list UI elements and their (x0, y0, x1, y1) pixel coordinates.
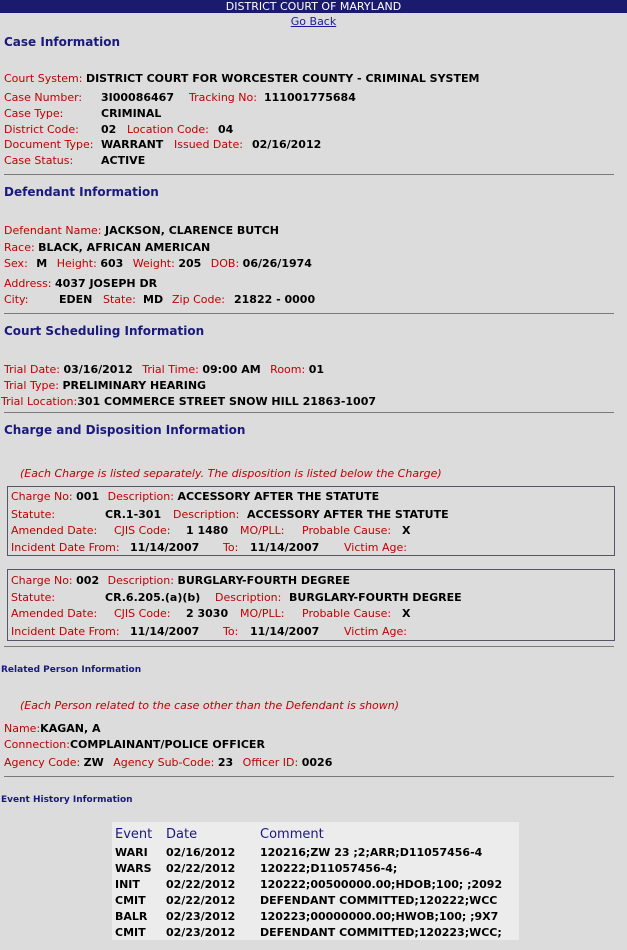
connection-row (4, 738, 265, 751)
event-history-table (112, 822, 519, 940)
incident-to-label: To: (223, 541, 239, 554)
divider (4, 776, 614, 777)
room-value: 01 (308, 363, 325, 376)
probable-cause-value: X (402, 524, 411, 537)
probable-cause-label: Probable Cause: (302, 524, 392, 537)
incident-to-value: 11/14/2007 (250, 541, 320, 554)
tracking-label: Tracking No: (189, 91, 257, 104)
statute-description-value: ACCESSORY AFTER THE STATUTE (247, 508, 449, 521)
weight-label: Weight: (132, 257, 175, 270)
event-code: WARS (115, 862, 152, 875)
table-row (112, 926, 519, 942)
event-date: 02/23/2012 (166, 926, 236, 939)
related-name-row (4, 722, 100, 735)
address-value: 4037 JOSEPH DR (55, 277, 158, 290)
divider (4, 174, 614, 175)
agency-code-value: ZW (83, 756, 104, 769)
trial-location-row (1, 395, 376, 408)
table-row (112, 846, 519, 862)
divider (4, 412, 614, 413)
charge-no-value: 001 (76, 490, 100, 503)
charge-box-1 (7, 486, 615, 556)
trial-date-row (4, 363, 324, 376)
sex-label: Sex: (4, 257, 28, 270)
incident-to-value: 11/14/2007 (250, 625, 320, 638)
room-label: Room: (270, 363, 306, 376)
event-code: BALR (115, 910, 148, 923)
comment-column-header: Comment (260, 827, 324, 842)
race-value: BLACK, AFRICAN AMERICAN (38, 241, 211, 254)
event-comment: DEFENDANT COMMITTED;120222;WCC (260, 894, 498, 907)
trial-type-value: PRELIMINARY HEARING (62, 379, 207, 392)
divider (4, 646, 614, 647)
related-person-note: (Each Person related to the case other than the Defendant is shown) (20, 699, 400, 712)
charge-box-2 (7, 569, 615, 641)
location-code-value: 04 (218, 123, 234, 136)
sex-value: M (36, 257, 48, 270)
event-comment: 120222;D11057456-4; (260, 862, 398, 875)
case-type-value: CRIMINAL (101, 107, 162, 120)
event-comment: DEFENDANT COMMITTED;120223;WCC; (260, 926, 502, 939)
scheduling-info-title: Court Scheduling Information (4, 324, 205, 338)
event-date: 02/22/2012 (166, 862, 236, 875)
victim-age-label: Victim Age: (344, 541, 407, 554)
district-code-value: 02 (101, 123, 117, 136)
event-date: 02/16/2012 (166, 846, 236, 859)
dob-label: DOB: (210, 257, 240, 270)
trial-date-value: 03/16/2012 (63, 363, 133, 376)
defendant-name-value: JACKSON, CLARENCE BUTCH (105, 224, 280, 237)
charge-description-value: ACCESSORY AFTER THE STATUTE (177, 490, 380, 503)
charges-info-title: Charge and Disposition Information (4, 423, 246, 437)
connection-label: Connection: (4, 738, 70, 751)
cjis-code-value: 2 3030 (186, 607, 229, 620)
incident-from-value: 11/14/2007 (130, 541, 200, 554)
charge-description-label: Description: (107, 574, 174, 587)
case-type-label: Case Type: (4, 107, 64, 120)
defendant-name-row (4, 224, 279, 237)
state-label: State: (103, 293, 136, 306)
page-title: DISTRICT COURT OF MARYLAND (225, 0, 402, 13)
victim-age-label: Victim Age: (344, 625, 407, 638)
event-column-header: Event (115, 827, 153, 842)
event-code: INIT (115, 878, 140, 891)
city-label: City: (4, 293, 29, 306)
agency-row (4, 756, 332, 769)
event-code: CMIT (115, 894, 146, 907)
mo-pll-label: MO/PLL: (240, 524, 285, 537)
statute-description-label: Description: (215, 591, 282, 604)
statute-value: CR.1-301 (105, 508, 162, 521)
charges-note: (Each Charge is listed separately. The disposition is listed below the Charge) (20, 467, 442, 480)
divider (4, 313, 614, 314)
zip-label: Zip Code: (172, 293, 225, 306)
probable-cause-label: Probable Cause: (302, 607, 392, 620)
go-back-link[interactable]: Go Back (290, 15, 337, 28)
agency-subcode-label: Agency Sub-Code: (113, 756, 215, 769)
event-comment: 120222;00500000.00;HDOB;100; ;2092 (260, 878, 503, 891)
charge-no-label: Charge No: (11, 490, 73, 503)
location-code-label: Location Code: (127, 123, 209, 136)
case-number-value: 3I00086467 (101, 91, 174, 104)
table-row (112, 862, 519, 878)
event-code: WARI (115, 846, 148, 859)
height-label: Height: (56, 257, 97, 270)
related-name-value: KAGAN, A (40, 722, 101, 735)
district-code-label: District Code: (4, 123, 79, 136)
table-row (112, 878, 519, 894)
statute-description-value: BURGLARY-FOURTH DEGREE (289, 591, 462, 604)
tracking-value: 111001775684 (264, 91, 356, 104)
document-type-label: Document Type: (4, 138, 94, 151)
agency-code-label: Agency Code: (4, 756, 81, 769)
trial-time-label: Trial Time: (142, 363, 199, 376)
charge-description-value: BURGLARY-FOURTH DEGREE (177, 574, 351, 587)
probable-cause-value: X (402, 607, 411, 620)
zip-value: 21822 - 0000 (234, 293, 316, 306)
event-code: CMIT (115, 926, 146, 939)
table-row (112, 894, 519, 910)
date-column-header: Date (166, 827, 198, 842)
defendant-info-title: Defendant Information (4, 185, 159, 199)
case-status-value: ACTIVE (101, 154, 146, 167)
court-system-label: Court System: (4, 72, 83, 85)
agency-subcode-value: 23 (217, 756, 234, 769)
trial-type-row (4, 379, 206, 392)
charge-description-label: Description: (107, 490, 174, 503)
physical-row (4, 257, 312, 270)
charge-no-label: Charge No: (11, 574, 73, 587)
officer-id-label: Officer ID: (242, 756, 299, 769)
address-row (4, 277, 157, 290)
case-number-label: Case Number: (4, 91, 83, 104)
cjis-code-value: 1 1480 (186, 524, 229, 537)
trial-location-label: Trial Location: (1, 395, 78, 408)
charge-no-value: 002 (76, 574, 100, 587)
race-label: Race: (4, 241, 35, 254)
event-date: 02/22/2012 (166, 878, 236, 891)
statute-label: Statute: (11, 508, 56, 521)
incident-from-label: Incident Date From: (11, 541, 120, 554)
event-history-title: Event History Information (1, 795, 133, 805)
statute-label: Statute: (11, 591, 56, 604)
cjis-code-label: CJIS Code: (114, 524, 171, 537)
amended-date-label: Amended Date: (11, 524, 98, 537)
address-label: Address: (4, 277, 52, 290)
event-comment: 120216;ZW 23 ;2;ARR;D11057456-4 (260, 846, 483, 859)
race-row (4, 241, 210, 254)
defendant-name-label: Defendant Name: (4, 224, 102, 237)
cjis-code-label: CJIS Code: (114, 607, 171, 620)
trial-location-value: 301 COMMERCE STREET SNOW HILL 21863-1007 (77, 395, 377, 408)
page-header (0, 0, 627, 13)
statute-description-label: Description: (173, 508, 240, 521)
weight-value: 205 (178, 257, 202, 270)
event-date: 02/22/2012 (166, 894, 236, 907)
document-type-value: WARRANT (101, 138, 164, 151)
event-comment: 120223;00000000.00;HWOB;100; ;9X7 (260, 910, 499, 923)
case-status-label: Case Status: (4, 154, 74, 167)
case-info-title: Case Information (4, 35, 120, 49)
officer-id-value: 0026 (301, 756, 333, 769)
dob-value: 06/26/1974 (242, 257, 312, 270)
amended-date-label: Amended Date: (11, 607, 98, 620)
statute-value: CR.6.205.(a)(b) (105, 591, 201, 604)
court-system-value: DISTRICT COURT FOR WORCESTER COUNTY - CRIMINAL SYSTEM (85, 72, 480, 85)
table-row (112, 910, 519, 926)
issued-date-value: 02/16/2012 (252, 138, 322, 151)
incident-from-label: Incident Date From: (11, 625, 120, 638)
connection-value: COMPLAINANT/POLICE OFFICER (69, 738, 265, 751)
mo-pll-label: MO/PLL: (240, 607, 285, 620)
trial-type-label: Trial Type: (4, 379, 59, 392)
court-system-row (4, 72, 479, 85)
issued-date-label: Issued Date: (174, 138, 243, 151)
city-value: EDEN (59, 293, 93, 306)
height-value: 603 (100, 257, 124, 270)
incident-to-label: To: (223, 625, 239, 638)
incident-from-value: 11/14/2007 (130, 625, 200, 638)
related-person-title: Related Person Information (1, 665, 142, 675)
trial-time-value: 09:00 AM (202, 363, 261, 376)
event-date: 02/23/2012 (166, 910, 236, 923)
state-value: MD (143, 293, 164, 306)
related-name-label: Name: (4, 722, 41, 735)
trial-date-label: Trial Date: (4, 363, 60, 376)
